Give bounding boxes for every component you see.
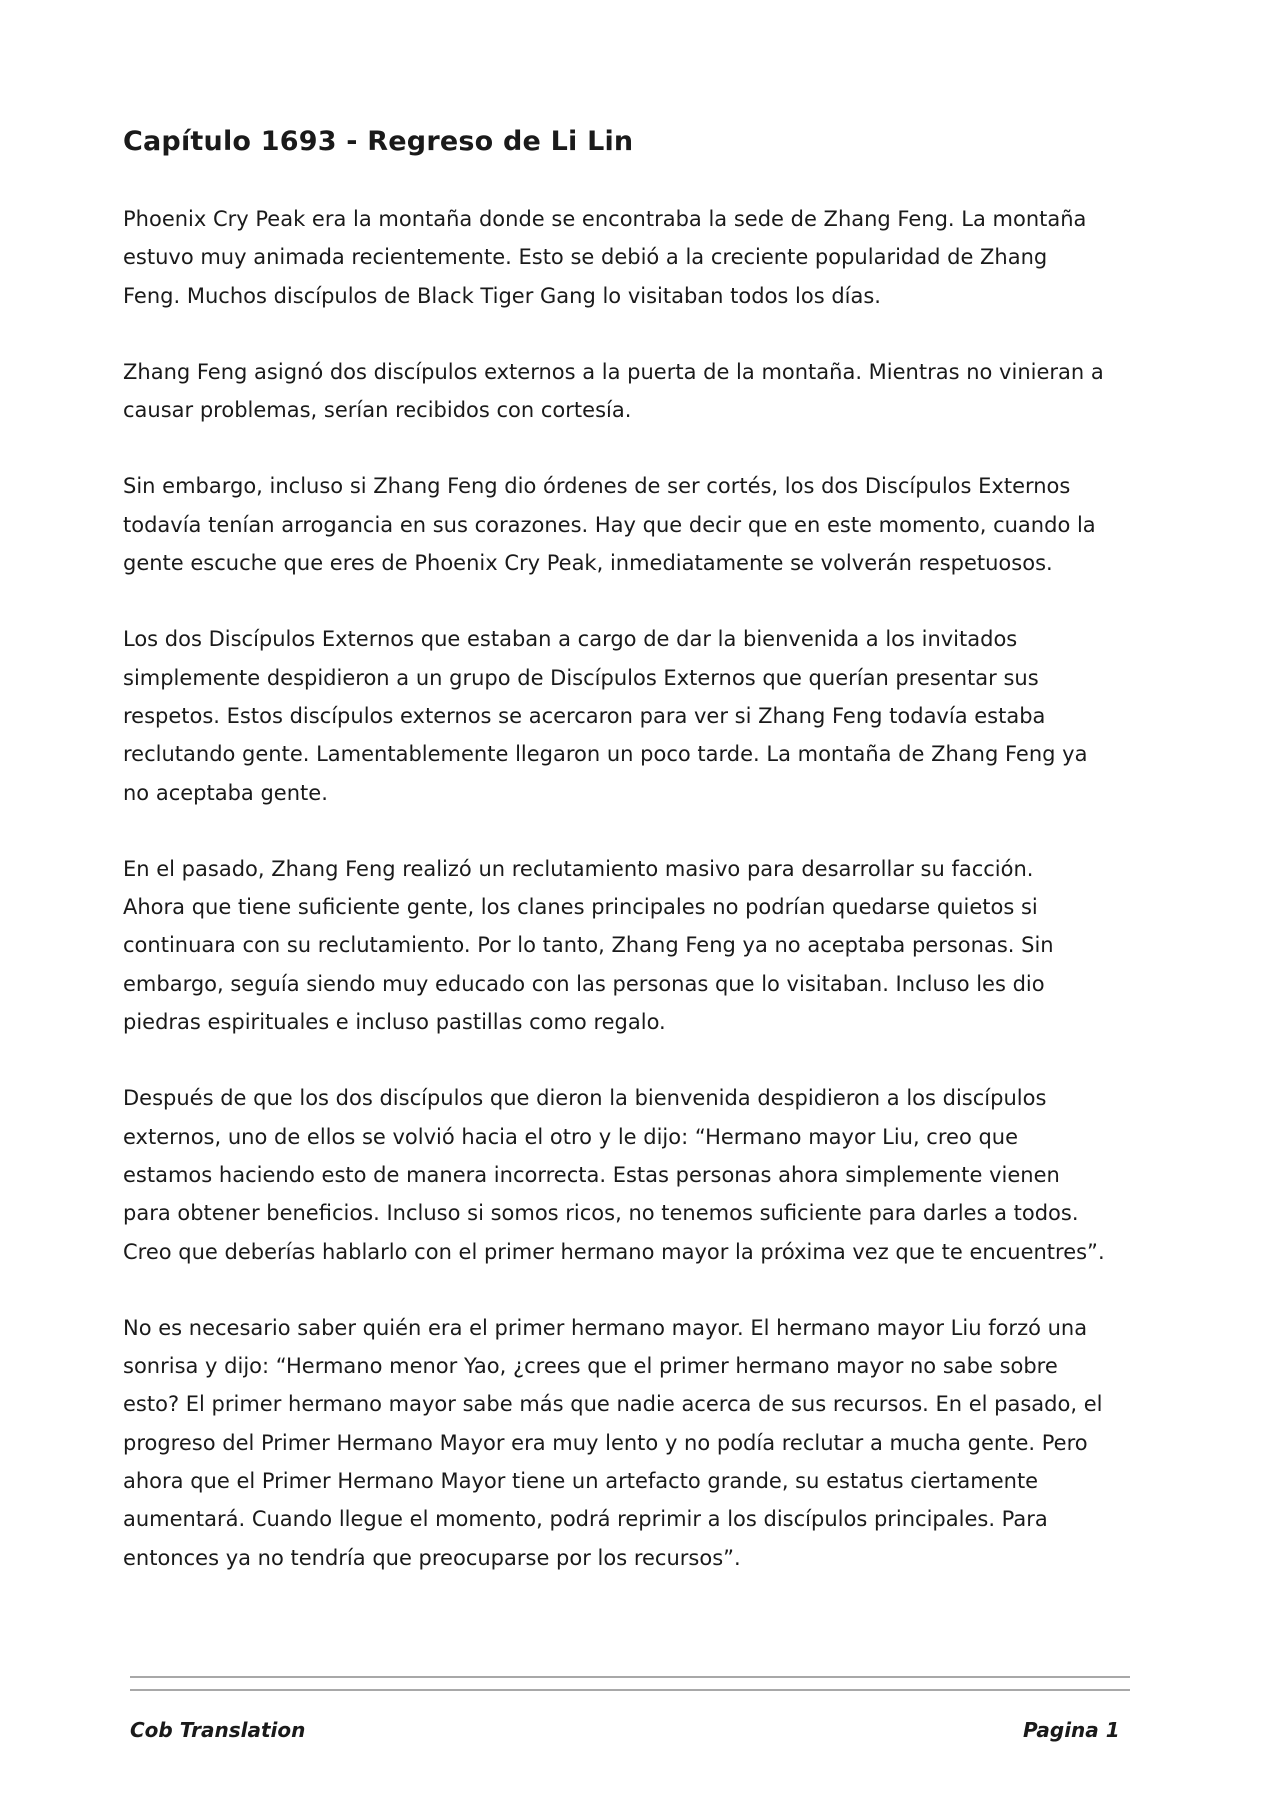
- text-line: simplemente despidieron a un grupo de Discípulos Externos que querían presentar sus: [123, 665, 1039, 690]
- paragraph-5: [123, 850, 1143, 1041]
- text-line: reclutando gente. Lamentablemente llegaron un poco tarde. La montaña de Zhang Feng ya: [123, 742, 1088, 767]
- footer-divider-bottom: [130, 1689, 1130, 1691]
- text-line: piedras espirituales e incluso pastillas como regalo.: [123, 1010, 666, 1035]
- text-line: estuvo muy animada recientemente. Esto se debió a la creciente popularidad de Zhang: [123, 245, 1048, 270]
- text-line: Feng. Muchos discípulos de Black Tiger Gang lo visitaban todos los días.: [123, 283, 881, 308]
- text-line: ahora que el Primer Hermano Mayor tiene un artefacto grande, su estatus ciertamente: [123, 1469, 1039, 1494]
- paragraph-2: [123, 353, 1143, 430]
- text-line: aumentará. Cuando llegue el momento, podrá reprimir a los discípulos principales. Para: [123, 1507, 1048, 1532]
- text-line: causar problemas, serían recibidos con cortesía.: [123, 398, 632, 423]
- chapter-body: [123, 200, 1143, 1615]
- text-line: progreso del Primer Hermano Mayor era muy lento y no podía reclutar a mucha gente. Pero: [123, 1430, 1088, 1455]
- paragraph-7: [123, 1309, 1143, 1577]
- text-line: Después de que los dos discípulos que dieron la bienvenida despidieron a los discípulos: [123, 1086, 1047, 1111]
- text-line: En el pasado, Zhang Feng realizó un reclutamiento masivo para desarrollar su facción.: [123, 856, 1034, 881]
- paragraph-3: [123, 467, 1143, 582]
- text-line: Sin embargo, incluso si Zhang Feng dio órdenes de ser cortés, los dos Discípulos Externos: [123, 474, 1071, 499]
- text-line: No es necesario saber quién era el primer hermano mayor. El hermano mayor Liu forzó una: [123, 1315, 1088, 1340]
- text-line: entonces ya no tendría que preocuparse por los recursos”.: [123, 1545, 741, 1570]
- paragraph-1: [123, 200, 1143, 315]
- text-line: externos, uno de ellos se volvió hacia el otro y le dijo: “Hermano mayor Liu, creo que: [123, 1124, 1019, 1149]
- text-line: gente escuche que eres de Phoenix Cry Peak, inmediatamente se volverán respetuosos.: [123, 551, 1053, 576]
- text-line: para obtener beneficios. Incluso si somos ricos, no tenemos suficiente para darles a todos.: [123, 1201, 1079, 1226]
- text-line: respetos. Estos discípulos externos se acercaron para ver si Zhang Feng todavía estaba: [123, 703, 1046, 728]
- text-line: Los dos Discípulos Externos que estaban a cargo de dar la bienvenida a los invitados: [123, 627, 1018, 652]
- text-line: esto? El primer hermano mayor sabe más que nadie acerca de sus recursos. En el pasado, el: [123, 1392, 1103, 1417]
- text-line: Creo que deberías hablarlo con el primer hermano mayor la próxima vez que te encuentres”.: [123, 1239, 1105, 1264]
- text-line: Phoenix Cry Peak era la montaña donde se encontraba la sede de Zhang Feng. La montaña: [123, 207, 1087, 231]
- text-line: todavía tenían arrogancia en sus corazones. Hay que decir que en este momento, cuando la: [123, 512, 1096, 537]
- footer-credit: Cob Translation: [130, 1718, 306, 1742]
- text-line: estamos haciendo esto de manera incorrecta. Estas personas ahora simplemente vienen: [123, 1162, 1060, 1187]
- text-line: Zhang Feng asignó dos discípulos externos a la puerta de la montaña. Mientras no vinieran a: [123, 359, 1104, 384]
- text-line: Ahora que tiene suficiente gente, los clanes principales no podrían quedarse quietos si: [123, 895, 1038, 920]
- chapter-title: Capítulo 1693 - Regreso de Li Lin: [123, 126, 634, 157]
- footer-divider-top: [130, 1676, 1130, 1678]
- paragraph-4: [123, 620, 1143, 811]
- text-line: embargo, seguía siendo muy educado con las personas que lo visitaban. Incluso les dio: [123, 971, 1045, 996]
- page-number: Pagina 1: [1023, 1718, 1120, 1742]
- text-line: no aceptaba gente.: [123, 780, 328, 805]
- paragraph-6: [123, 1079, 1143, 1270]
- text-line: sonrisa y dijo: “Hermano menor Yao, ¿crees que el primer hermano mayor no sabe sobre: [123, 1354, 1058, 1379]
- text-line: continuara con su reclutamiento. Por lo tanto, Zhang Feng ya no aceptaba personas. Sin: [123, 933, 1054, 958]
